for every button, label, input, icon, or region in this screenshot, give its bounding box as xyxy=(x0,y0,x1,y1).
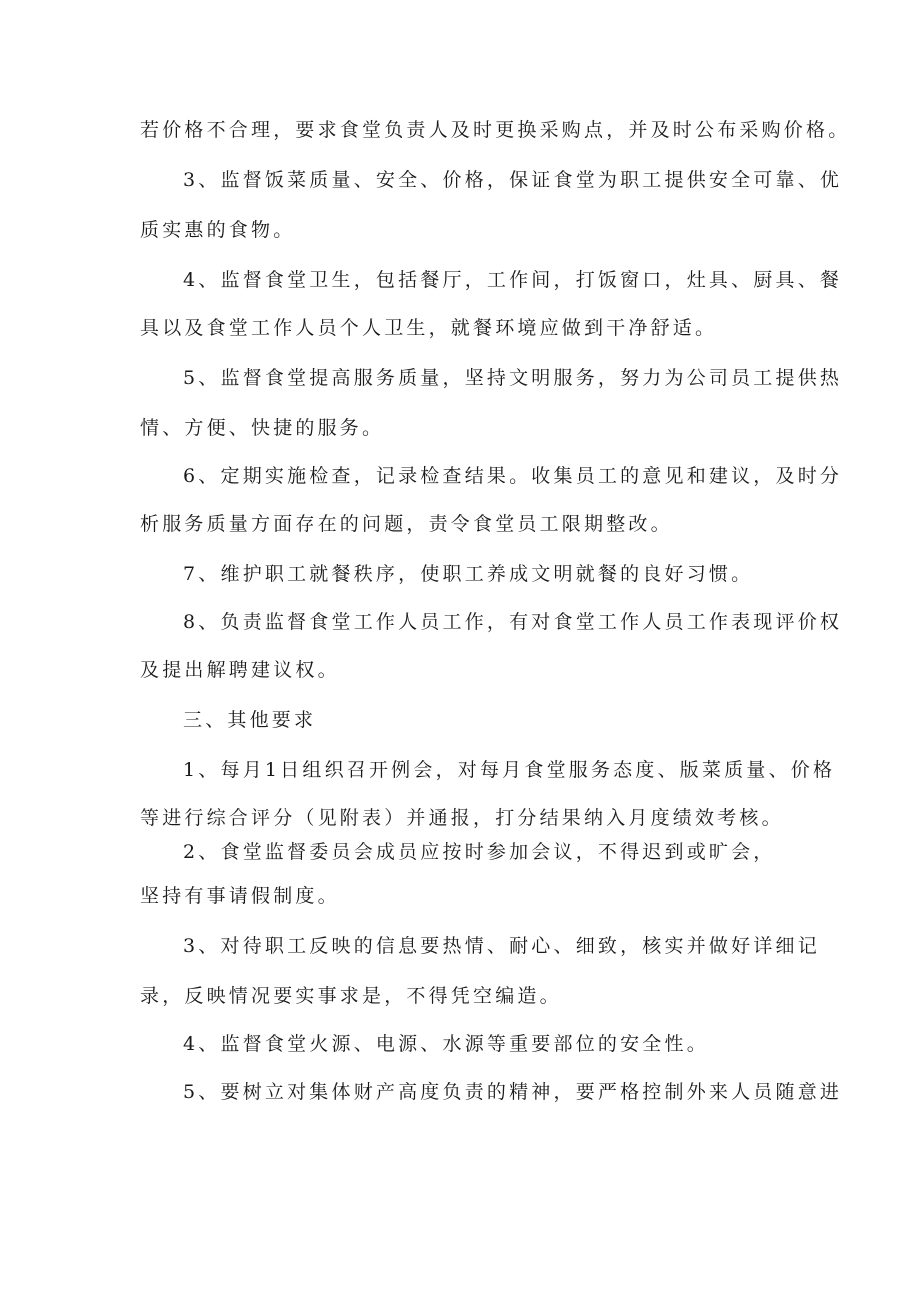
text-line: 录，反映情况要实事求是，不得凭空编造。 xyxy=(140,985,562,1007)
text-line: 7、维护职工就餐秩序，使职工养成文明就餐的良好习惯。 xyxy=(183,563,754,585)
section-heading: 三、其他要求 xyxy=(183,709,317,731)
text-line: 3、监督饭菜质量、安全、价格，保证食堂为职工提供安全可靠、优 xyxy=(183,169,843,191)
text-line: 4、监督食堂卫生，包括餐厅，工作间，打饭窗口，灶具、厨具、餐 xyxy=(183,269,843,291)
text-line: 及提出解聘建议权。 xyxy=(140,659,340,681)
text-line: 5、要树立对集体财产高度负责的精神，要严格控制外来人员随意进 xyxy=(183,1081,843,1103)
text-line: 5、监督食堂提高服务质量，坚持文明服务，努力为公司员工提供热 xyxy=(183,367,843,389)
text-line: 1、每月1日组织召开例会，对每月食堂服务态度、版菜质量、价格 xyxy=(183,759,836,781)
text-line: 2、食堂监督委员会成员应按时参加会议，不得迟到或旷会， xyxy=(183,841,776,863)
text-line: 质实惠的食物。 xyxy=(140,219,296,241)
text-line: 具以及食堂工作人员个人卫生，就餐环境应做到干净舒适。 xyxy=(140,317,718,339)
text-line: 6、定期实施检查，记录检查结果。收集员工的意见和建议，及时分 xyxy=(183,465,843,487)
text-line: 8、负责监督食堂工作人员工作，有对食堂工作人员工作表现评价权 xyxy=(183,611,843,633)
text-line: 若价格不合理，要求食堂负责人及时更换采购点，并及时公布采购价格。 xyxy=(140,119,851,141)
text-line: 坚持有事请假制度。 xyxy=(140,885,340,907)
text-line: 3、对待职工反映的信息要热情、耐心、细致，核实并做好详细记 xyxy=(183,935,820,957)
text-line: 析服务质量方面存在的问题，责令食堂员工限期整改。 xyxy=(140,513,673,535)
text-line: 4、监督食堂火源、电源、水源等重要部位的安全性。 xyxy=(183,1033,709,1055)
text-line: 情、方便、快捷的服务。 xyxy=(140,417,385,439)
text-line: 等进行综合评分（见附表）并通报，打分结果纳入月度绩效考核。 xyxy=(140,807,784,829)
